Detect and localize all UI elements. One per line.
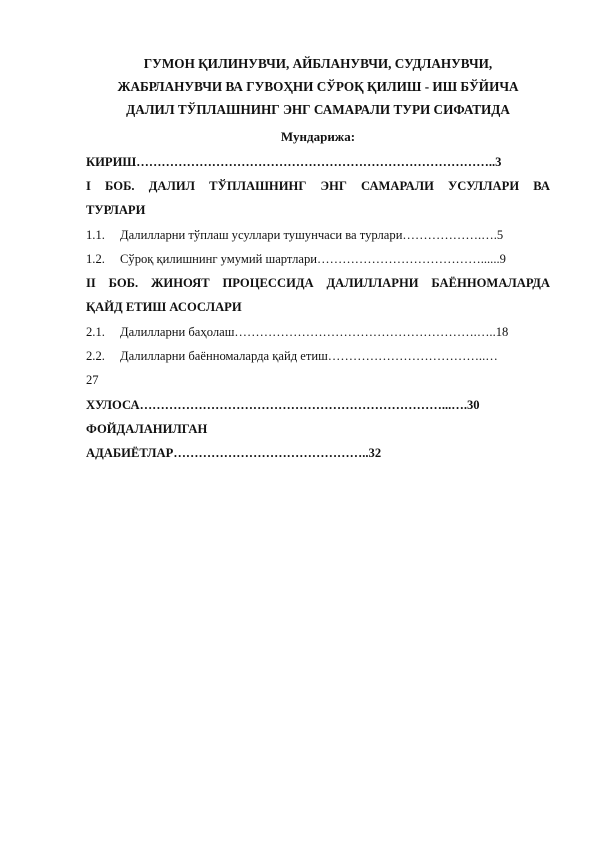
toc-references-line-2: АДАБИЁТЛАР………………………………………..32 bbox=[86, 446, 382, 460]
toc-intro: КИРИШ…………………………………………………………………………..3 bbox=[86, 155, 502, 169]
section-title: Далилларни баҳолаш………………………………………………….…..18 bbox=[120, 325, 509, 339]
toc-chapter-1-line-2: ТУРЛАРИ bbox=[86, 203, 146, 217]
section-number: 2.1. bbox=[86, 325, 105, 339]
toc-chapter-2-line-2: ҚАЙД ЕТИШ АСОСЛАРИ bbox=[86, 300, 242, 314]
section-title: Сўроқ қилишнинг умумий шартлари…………………………………......9 bbox=[120, 252, 506, 266]
document-title bbox=[86, 52, 550, 121]
section-number: 2.2. bbox=[86, 349, 105, 363]
toc-conclusion: ХУЛОСА………………………………………………………………...….30 bbox=[86, 398, 480, 412]
title-line-1: ГУМОН ҚИЛИНУВЧИ, АЙБЛАНУВЧИ, СУДЛАНУВЧИ, bbox=[143, 56, 493, 71]
toc-section-1-2 bbox=[86, 250, 550, 268]
section-title: Далилларни баённомаларда қайд етиш………………………………..… bbox=[120, 349, 498, 363]
section-title: Далилларни тўплаш усуллари тушунчаси ва турлари……………….….5 bbox=[120, 228, 504, 242]
toc-section-2-1 bbox=[86, 323, 550, 341]
toc-section-2-2-page: 27 bbox=[86, 373, 99, 387]
title-line-2: ЖАБРЛАНУВЧИ ВА ГУВОҲНИ СЎРОҚ ҚИЛИШ - ИШ БЎЙИЧА bbox=[117, 79, 519, 94]
section-number: 1.1. bbox=[86, 228, 105, 242]
title-line-3: ДАЛИЛ ТЎПЛАШНИНГ ЭНГ САМАРАЛИ ТУРИ СИФАТИДА bbox=[126, 102, 510, 117]
toc-chapter-1-line-1: I БОБ. ДАЛИЛ ТЎПЛАШНИНГ ЭНГ САМАРАЛИ УСУЛЛАРИ ВА bbox=[86, 179, 550, 193]
toc-section-1-1 bbox=[86, 226, 550, 244]
toc-chapter-2-line-1: II БОБ. ЖИНОЯТ ПРОЦЕССИДА ДАЛИЛЛАРНИ БАЁННОМАЛАРДА bbox=[86, 276, 550, 290]
table-of-contents-heading: Мундарижа: bbox=[280, 129, 356, 144]
toc-references-line-1: ФОЙДАЛАНИЛГАН bbox=[86, 422, 208, 436]
toc-section-2-2 bbox=[86, 347, 550, 365]
section-number: 1.2. bbox=[86, 252, 105, 266]
